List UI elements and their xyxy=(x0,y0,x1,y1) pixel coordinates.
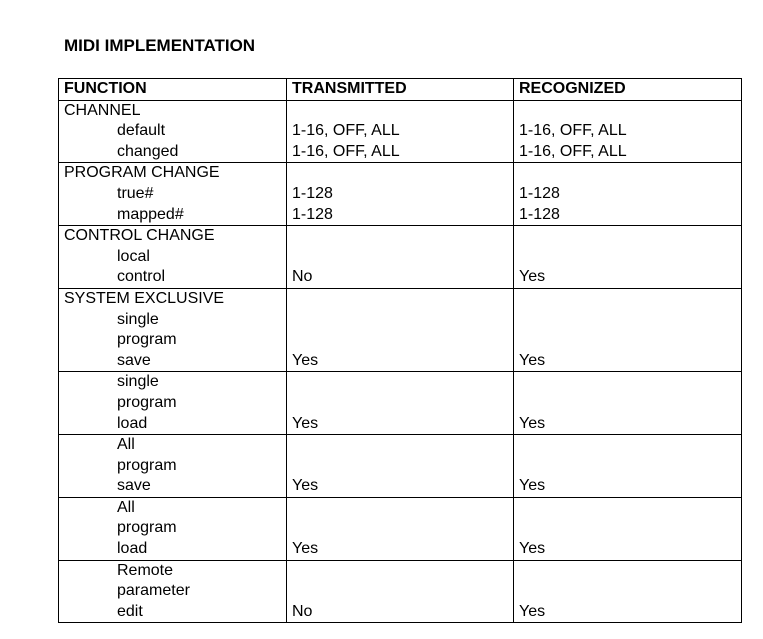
transmitted-cell xyxy=(287,226,514,289)
recognized-value: 1-16, OFF, ALL xyxy=(519,122,627,140)
function-group-heading: CONTROL CHANGE xyxy=(64,227,215,245)
table-body xyxy=(59,100,742,623)
recognized-cell xyxy=(514,163,742,226)
transmitted-value xyxy=(292,456,513,477)
function-label: All xyxy=(117,498,135,516)
recognized-cell xyxy=(514,100,742,163)
table-row xyxy=(59,435,742,498)
transmitted-cell xyxy=(287,100,514,163)
recognized-value xyxy=(519,456,741,477)
function-label: program xyxy=(117,456,177,474)
function-label: parameter xyxy=(117,582,190,600)
recognized-value xyxy=(519,330,741,351)
function-label: single xyxy=(117,373,159,391)
transmitted-value: No xyxy=(292,602,313,620)
recognized-value: Yes xyxy=(519,414,546,432)
transmitted-cell xyxy=(287,497,514,560)
recognized-value: 1-128 xyxy=(519,205,560,223)
function-cell xyxy=(59,372,287,435)
recognized-cell xyxy=(514,288,742,371)
transmitted-value xyxy=(292,518,513,539)
recognized-value: Yes xyxy=(519,602,546,620)
function-label: changed xyxy=(117,142,179,160)
recognized-value xyxy=(519,247,741,268)
transmitted-value xyxy=(292,247,513,268)
recognized-cell xyxy=(514,226,742,289)
transmitted-value xyxy=(292,435,513,456)
spacer xyxy=(519,101,741,122)
function-label: control xyxy=(117,268,166,286)
function-cell xyxy=(59,435,287,498)
function-label: save xyxy=(117,477,151,495)
function-label: program xyxy=(117,393,177,411)
transmitted-value: No xyxy=(292,268,313,286)
function-label: single xyxy=(117,310,159,328)
function-label: true# xyxy=(117,184,154,202)
header-transmitted: TRANSMITTED xyxy=(287,79,514,101)
function-label: edit xyxy=(117,602,143,620)
recognized-value xyxy=(519,498,741,519)
transmitted-value xyxy=(292,310,513,331)
recognized-value xyxy=(519,310,741,331)
function-label: mapped# xyxy=(117,205,184,223)
function-cell xyxy=(59,497,287,560)
transmitted-value xyxy=(292,498,513,519)
transmitted-value: Yes xyxy=(292,477,319,495)
table-row xyxy=(59,372,742,435)
recognized-value: Yes xyxy=(519,540,546,558)
transmitted-cell xyxy=(287,288,514,371)
recognized-value xyxy=(519,561,741,582)
midi-implementation-table xyxy=(58,78,742,623)
function-label: All xyxy=(117,436,135,454)
table-row xyxy=(59,226,742,289)
recognized-value xyxy=(519,393,741,414)
table-row xyxy=(59,288,742,371)
transmitted-value: Yes xyxy=(292,351,319,369)
table-header-row xyxy=(59,79,742,101)
table-row xyxy=(59,560,742,623)
table-row xyxy=(59,163,742,226)
function-label: save xyxy=(117,351,151,369)
recognized-cell xyxy=(514,497,742,560)
recognized-value xyxy=(519,372,741,393)
spacer xyxy=(519,163,741,184)
recognized-value: Yes xyxy=(519,268,546,286)
transmitted-value: 1-128 xyxy=(292,184,333,202)
recognized-value: 1-16, OFF, ALL xyxy=(519,142,627,160)
transmitted-value xyxy=(292,330,513,351)
function-cell xyxy=(59,100,287,163)
function-group-heading: SYSTEM EXCLUSIVE xyxy=(64,289,225,307)
function-cell xyxy=(59,560,287,623)
transmitted-value xyxy=(292,561,513,582)
transmitted-cell xyxy=(287,163,514,226)
recognized-cell xyxy=(514,560,742,623)
transmitted-cell xyxy=(287,560,514,623)
header-function: FUNCTION xyxy=(59,79,287,101)
transmitted-value xyxy=(292,393,513,414)
function-label: Remote xyxy=(117,561,174,579)
function-cell xyxy=(59,288,287,371)
transmitted-value: Yes xyxy=(292,414,319,432)
function-label: load xyxy=(117,414,148,432)
function-label: program xyxy=(117,331,177,349)
transmitted-value xyxy=(292,372,513,393)
table-row xyxy=(59,100,742,163)
spacer xyxy=(292,163,513,184)
recognized-value: Yes xyxy=(519,477,546,495)
recognized-value xyxy=(519,581,741,602)
transmitted-value: Yes xyxy=(292,540,319,558)
transmitted-cell xyxy=(287,372,514,435)
function-cell xyxy=(59,163,287,226)
transmitted-value: 1-16, OFF, ALL xyxy=(292,122,400,140)
transmitted-value xyxy=(292,581,513,602)
page-title: MIDI IMPLEMENTATION xyxy=(64,36,256,55)
recognized-value xyxy=(519,435,741,456)
transmitted-cell xyxy=(287,435,514,498)
recognized-cell xyxy=(514,372,742,435)
spacer xyxy=(519,289,741,310)
spacer xyxy=(292,101,513,122)
function-label: local xyxy=(117,247,150,265)
recognized-cell xyxy=(514,435,742,498)
function-group-heading: PROGRAM CHANGE xyxy=(64,164,220,182)
recognized-value xyxy=(519,518,741,539)
function-cell xyxy=(59,226,287,289)
recognized-value: Yes xyxy=(519,351,546,369)
header-recognized: RECOGNIZED xyxy=(514,79,742,101)
function-label: load xyxy=(117,540,148,558)
table-row xyxy=(59,497,742,560)
spacer xyxy=(519,226,741,247)
recognized-value: 1-128 xyxy=(519,184,560,202)
transmitted-value: 1-128 xyxy=(292,205,333,223)
spacer xyxy=(292,226,513,247)
function-label: default xyxy=(117,122,166,140)
function-label: program xyxy=(117,519,177,537)
transmitted-value: 1-16, OFF, ALL xyxy=(292,142,400,160)
function-group-heading: CHANNEL xyxy=(64,101,141,119)
spacer xyxy=(292,289,513,310)
